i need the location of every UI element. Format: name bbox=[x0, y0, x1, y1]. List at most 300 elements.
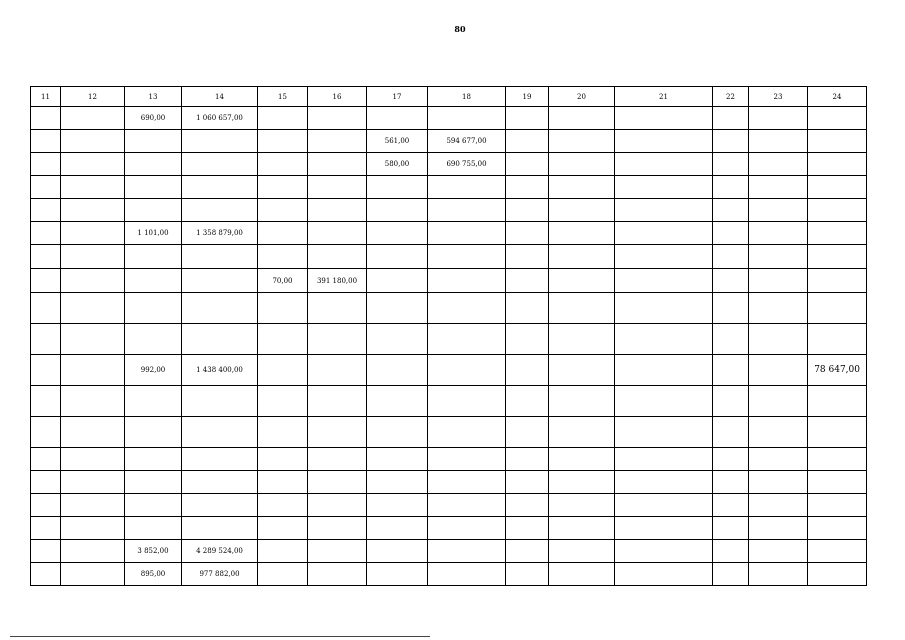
table-cell bbox=[506, 517, 549, 540]
table-cell bbox=[308, 386, 367, 417]
table-cell bbox=[428, 199, 506, 222]
table-cell bbox=[713, 107, 749, 130]
table-row bbox=[31, 153, 867, 176]
table-row bbox=[31, 222, 867, 245]
table-cell bbox=[125, 153, 182, 176]
table-cell bbox=[808, 107, 867, 130]
table-cell bbox=[506, 269, 549, 293]
table-cell bbox=[367, 417, 428, 448]
table-row bbox=[31, 471, 867, 494]
table-cell bbox=[749, 269, 808, 293]
table-cell bbox=[808, 269, 867, 293]
table-cell bbox=[367, 386, 428, 417]
table-cell bbox=[182, 269, 258, 293]
table-row bbox=[31, 176, 867, 199]
table-cell bbox=[182, 471, 258, 494]
table-cell bbox=[308, 245, 367, 269]
table-cell bbox=[367, 448, 428, 471]
table-cell bbox=[506, 176, 549, 199]
table-row bbox=[31, 448, 867, 471]
table-cell bbox=[808, 540, 867, 563]
table-cell bbox=[713, 269, 749, 293]
table-cell bbox=[367, 176, 428, 199]
table-cell bbox=[308, 471, 367, 494]
table-cell bbox=[61, 448, 125, 471]
table-cell bbox=[506, 222, 549, 245]
table-cell bbox=[428, 448, 506, 471]
table-cell bbox=[31, 355, 61, 386]
table-cell bbox=[506, 448, 549, 471]
table-cell bbox=[549, 494, 615, 517]
table-cell bbox=[182, 153, 258, 176]
column-header: 16 bbox=[308, 87, 367, 107]
table-cell bbox=[31, 448, 61, 471]
table-cell bbox=[182, 293, 258, 324]
table-cell bbox=[31, 386, 61, 417]
table-cell bbox=[549, 153, 615, 176]
table-cell: 992,00 bbox=[125, 355, 182, 386]
table-cell bbox=[506, 130, 549, 153]
table-cell bbox=[428, 417, 506, 448]
table-cell bbox=[808, 386, 867, 417]
table-cell bbox=[367, 222, 428, 245]
table-cell bbox=[182, 494, 258, 517]
table-cell bbox=[749, 324, 808, 355]
table-cell bbox=[549, 386, 615, 417]
table-cell bbox=[615, 540, 713, 563]
table-cell bbox=[125, 386, 182, 417]
table-cell bbox=[549, 448, 615, 471]
table-cell bbox=[125, 245, 182, 269]
table-cell bbox=[549, 324, 615, 355]
table-cell bbox=[615, 417, 713, 448]
table-cell bbox=[125, 517, 182, 540]
table-cell bbox=[808, 153, 867, 176]
table-cell bbox=[615, 269, 713, 293]
column-header: 24 bbox=[808, 87, 867, 107]
table-cell bbox=[308, 417, 367, 448]
table-cell bbox=[308, 355, 367, 386]
table-cell bbox=[713, 471, 749, 494]
table-cell bbox=[61, 355, 125, 386]
table-cell bbox=[182, 245, 258, 269]
table-cell bbox=[615, 153, 713, 176]
table-cell bbox=[258, 417, 308, 448]
header-row bbox=[31, 87, 867, 107]
table-cell bbox=[713, 245, 749, 269]
table-cell bbox=[713, 494, 749, 517]
table-cell bbox=[31, 130, 61, 153]
table-cell bbox=[808, 199, 867, 222]
table-cell bbox=[31, 107, 61, 130]
footer-rule bbox=[10, 636, 430, 637]
table-cell bbox=[258, 245, 308, 269]
table-cell bbox=[258, 540, 308, 563]
table-cell bbox=[258, 107, 308, 130]
table-cell bbox=[749, 417, 808, 448]
table-cell bbox=[713, 386, 749, 417]
table-cell bbox=[61, 130, 125, 153]
table-cell bbox=[258, 222, 308, 245]
table-cell: 391 180,00 bbox=[308, 269, 367, 293]
table-cell bbox=[308, 494, 367, 517]
table-cell bbox=[549, 130, 615, 153]
table-cell: 580,00 bbox=[367, 153, 428, 176]
table-cell bbox=[549, 176, 615, 199]
table-cell bbox=[125, 417, 182, 448]
table-cell bbox=[549, 245, 615, 269]
column-header: 20 bbox=[549, 87, 615, 107]
table-cell bbox=[615, 245, 713, 269]
column-header: 14 bbox=[182, 87, 258, 107]
table-cell bbox=[615, 176, 713, 199]
table-cell bbox=[749, 471, 808, 494]
table-cell: 690,00 bbox=[125, 107, 182, 130]
table-cell bbox=[31, 417, 61, 448]
table-cell bbox=[749, 448, 808, 471]
table-cell: 561,00 bbox=[367, 130, 428, 153]
table-cell bbox=[428, 222, 506, 245]
table-cell bbox=[749, 130, 808, 153]
table-cell bbox=[549, 293, 615, 324]
table-row bbox=[31, 269, 867, 293]
table-cell bbox=[31, 293, 61, 324]
table-cell: 1 438 400,00 bbox=[182, 355, 258, 386]
table-cell bbox=[428, 107, 506, 130]
table-cell bbox=[61, 417, 125, 448]
table-cell bbox=[367, 563, 428, 586]
table-cell bbox=[258, 563, 308, 586]
table-cell bbox=[713, 324, 749, 355]
table-cell bbox=[506, 355, 549, 386]
table-cell bbox=[367, 293, 428, 324]
table-cell: 690 755,00 bbox=[428, 153, 506, 176]
column-header: 19 bbox=[506, 87, 549, 107]
table-cell bbox=[182, 199, 258, 222]
table-cell bbox=[182, 517, 258, 540]
column-header: 15 bbox=[258, 87, 308, 107]
table-row bbox=[31, 494, 867, 517]
table-cell bbox=[258, 471, 308, 494]
table-cell bbox=[367, 107, 428, 130]
table-cell bbox=[258, 355, 308, 386]
table-cell bbox=[428, 471, 506, 494]
table-cell bbox=[549, 107, 615, 130]
table-cell bbox=[61, 386, 125, 417]
table-cell bbox=[506, 199, 549, 222]
table-cell bbox=[615, 355, 713, 386]
table-cell bbox=[31, 494, 61, 517]
table-cell bbox=[61, 494, 125, 517]
table-cell bbox=[61, 540, 125, 563]
table-row bbox=[31, 324, 867, 355]
table-cell bbox=[61, 517, 125, 540]
table-cell bbox=[615, 471, 713, 494]
table-body bbox=[31, 107, 867, 586]
table-cell: 895,00 bbox=[125, 563, 182, 586]
table-cell bbox=[506, 563, 549, 586]
table-cell bbox=[713, 153, 749, 176]
table-cell bbox=[308, 130, 367, 153]
table-cell bbox=[125, 494, 182, 517]
table-cell bbox=[428, 540, 506, 563]
table-cell bbox=[367, 199, 428, 222]
table-cell bbox=[308, 199, 367, 222]
table-cell bbox=[749, 494, 808, 517]
table-cell bbox=[713, 448, 749, 471]
table-cell bbox=[549, 417, 615, 448]
table-cell: 977 882,00 bbox=[182, 563, 258, 586]
table-cell bbox=[506, 153, 549, 176]
table-row bbox=[31, 517, 867, 540]
table-cell bbox=[182, 417, 258, 448]
table-cell bbox=[31, 517, 61, 540]
table-cell bbox=[182, 130, 258, 153]
table-cell bbox=[713, 355, 749, 386]
table-cell bbox=[808, 222, 867, 245]
table-cell bbox=[549, 199, 615, 222]
table-cell bbox=[749, 540, 808, 563]
table-row bbox=[31, 386, 867, 417]
table-cell bbox=[428, 324, 506, 355]
table-cell bbox=[61, 293, 125, 324]
table-cell bbox=[258, 324, 308, 355]
table-cell: 1 060 657,00 bbox=[182, 107, 258, 130]
table-cell: 594 677,00 bbox=[428, 130, 506, 153]
table-cell bbox=[808, 130, 867, 153]
table-cell bbox=[428, 563, 506, 586]
table-cell bbox=[506, 386, 549, 417]
table-cell bbox=[549, 269, 615, 293]
table-cell bbox=[549, 540, 615, 563]
table-cell bbox=[125, 269, 182, 293]
data-table bbox=[30, 86, 867, 586]
table-cell bbox=[713, 176, 749, 199]
column-header: 11 bbox=[31, 87, 61, 107]
table-cell bbox=[506, 494, 549, 517]
table-cell bbox=[428, 176, 506, 199]
table-cell bbox=[808, 448, 867, 471]
page-number: 80 bbox=[454, 24, 466, 34]
column-header: 12 bbox=[61, 87, 125, 107]
table-cell bbox=[506, 324, 549, 355]
table-cell bbox=[549, 517, 615, 540]
column-header: 23 bbox=[749, 87, 808, 107]
table-cell bbox=[125, 471, 182, 494]
table-cell bbox=[367, 324, 428, 355]
table-cell bbox=[615, 448, 713, 471]
table-cell bbox=[428, 245, 506, 269]
table-cell bbox=[61, 153, 125, 176]
table-cell bbox=[182, 386, 258, 417]
table-cell bbox=[31, 176, 61, 199]
column-header: 22 bbox=[713, 87, 749, 107]
table-cell: 1 101,00 bbox=[125, 222, 182, 245]
table-cell bbox=[749, 107, 808, 130]
table-row bbox=[31, 199, 867, 222]
table-cell bbox=[713, 199, 749, 222]
table-row bbox=[31, 417, 867, 448]
table-cell bbox=[258, 176, 308, 199]
table-cell bbox=[61, 269, 125, 293]
table-cell bbox=[258, 517, 308, 540]
column-header: 18 bbox=[428, 87, 506, 107]
table-cell bbox=[749, 153, 808, 176]
table-cell bbox=[258, 494, 308, 517]
table-cell bbox=[367, 540, 428, 563]
table-cell bbox=[308, 324, 367, 355]
table-cell bbox=[367, 471, 428, 494]
table-cell bbox=[61, 324, 125, 355]
table-cell bbox=[749, 222, 808, 245]
table-cell bbox=[31, 540, 61, 563]
table-cell bbox=[615, 293, 713, 324]
table-cell bbox=[308, 563, 367, 586]
table-cell bbox=[308, 222, 367, 245]
table-cell bbox=[615, 222, 713, 245]
table-cell bbox=[125, 176, 182, 199]
table-cell bbox=[808, 494, 867, 517]
table-cell bbox=[615, 563, 713, 586]
table-cell: 70,00 bbox=[258, 269, 308, 293]
table-cell bbox=[182, 176, 258, 199]
table-cell bbox=[506, 107, 549, 130]
table-cell bbox=[31, 245, 61, 269]
table-cell bbox=[713, 293, 749, 324]
table-cell bbox=[428, 386, 506, 417]
table-cell bbox=[808, 471, 867, 494]
table-cell bbox=[428, 293, 506, 324]
table-cell bbox=[428, 494, 506, 517]
table-cell bbox=[367, 355, 428, 386]
table-cell bbox=[615, 107, 713, 130]
table-cell bbox=[125, 199, 182, 222]
table-cell bbox=[615, 494, 713, 517]
table-cell bbox=[61, 471, 125, 494]
table-cell bbox=[749, 355, 808, 386]
table-cell bbox=[31, 269, 61, 293]
table-cell bbox=[506, 293, 549, 324]
table-cell bbox=[258, 448, 308, 471]
table-cell bbox=[808, 324, 867, 355]
table-cell bbox=[713, 222, 749, 245]
table-cell bbox=[808, 417, 867, 448]
table-cell bbox=[749, 176, 808, 199]
table-cell bbox=[428, 269, 506, 293]
table-cell bbox=[749, 517, 808, 540]
table-cell bbox=[31, 324, 61, 355]
table-cell bbox=[308, 448, 367, 471]
table-cell bbox=[749, 563, 808, 586]
table-cell bbox=[31, 471, 61, 494]
table-row bbox=[31, 245, 867, 269]
table-cell bbox=[61, 245, 125, 269]
table-cell bbox=[61, 222, 125, 245]
table-cell bbox=[713, 540, 749, 563]
table-cell bbox=[308, 176, 367, 199]
table-row bbox=[31, 540, 867, 563]
table-cell bbox=[31, 222, 61, 245]
table-cell bbox=[506, 540, 549, 563]
table-row bbox=[31, 107, 867, 130]
table-cell: 1 358 879,00 bbox=[182, 222, 258, 245]
table-cell bbox=[31, 153, 61, 176]
table-cell bbox=[61, 199, 125, 222]
table-cell bbox=[506, 245, 549, 269]
table-cell bbox=[125, 324, 182, 355]
table-cell bbox=[31, 563, 61, 586]
table-cell: 4 289 524,00 bbox=[182, 540, 258, 563]
table-cell bbox=[125, 293, 182, 324]
table-row bbox=[31, 293, 867, 324]
table-cell bbox=[31, 199, 61, 222]
column-header: 13 bbox=[125, 87, 182, 107]
table-cell bbox=[615, 324, 713, 355]
table-cell bbox=[549, 563, 615, 586]
table-cell bbox=[258, 199, 308, 222]
table-cell bbox=[258, 130, 308, 153]
table-cell bbox=[808, 563, 867, 586]
table-cell bbox=[808, 176, 867, 199]
table-cell bbox=[308, 107, 367, 130]
table-cell bbox=[506, 417, 549, 448]
table-cell bbox=[549, 471, 615, 494]
table-cell bbox=[308, 293, 367, 324]
table-cell bbox=[549, 222, 615, 245]
table-cell bbox=[367, 269, 428, 293]
table-cell bbox=[615, 386, 713, 417]
table-cell bbox=[61, 107, 125, 130]
table-row bbox=[31, 130, 867, 153]
table-cell bbox=[61, 563, 125, 586]
table-cell bbox=[258, 293, 308, 324]
table-cell bbox=[749, 386, 808, 417]
table-cell bbox=[258, 153, 308, 176]
table-cell bbox=[808, 517, 867, 540]
table-cell bbox=[428, 517, 506, 540]
table-row bbox=[31, 355, 867, 386]
table-cell bbox=[367, 494, 428, 517]
table-cell bbox=[808, 245, 867, 269]
table-cell bbox=[182, 324, 258, 355]
table-cell bbox=[749, 199, 808, 222]
table-cell bbox=[615, 130, 713, 153]
table-cell: 78 647,00 bbox=[808, 355, 867, 386]
table-cell bbox=[125, 130, 182, 153]
table-cell bbox=[749, 245, 808, 269]
table-cell bbox=[367, 517, 428, 540]
table-cell bbox=[713, 417, 749, 448]
table-cell bbox=[749, 293, 808, 324]
table-cell bbox=[713, 563, 749, 586]
table-cell bbox=[308, 153, 367, 176]
table-cell bbox=[308, 517, 367, 540]
table-cell bbox=[258, 386, 308, 417]
table-cell bbox=[713, 130, 749, 153]
table-cell bbox=[367, 245, 428, 269]
column-header: 17 bbox=[367, 87, 428, 107]
table-cell bbox=[506, 471, 549, 494]
table-cell bbox=[615, 199, 713, 222]
table-row bbox=[31, 563, 867, 586]
column-header: 21 bbox=[615, 87, 713, 107]
table-cell: 3 852,00 bbox=[125, 540, 182, 563]
table-cell bbox=[713, 517, 749, 540]
table-cell bbox=[125, 448, 182, 471]
table-cell bbox=[615, 517, 713, 540]
table-cell bbox=[182, 448, 258, 471]
table-cell bbox=[308, 540, 367, 563]
